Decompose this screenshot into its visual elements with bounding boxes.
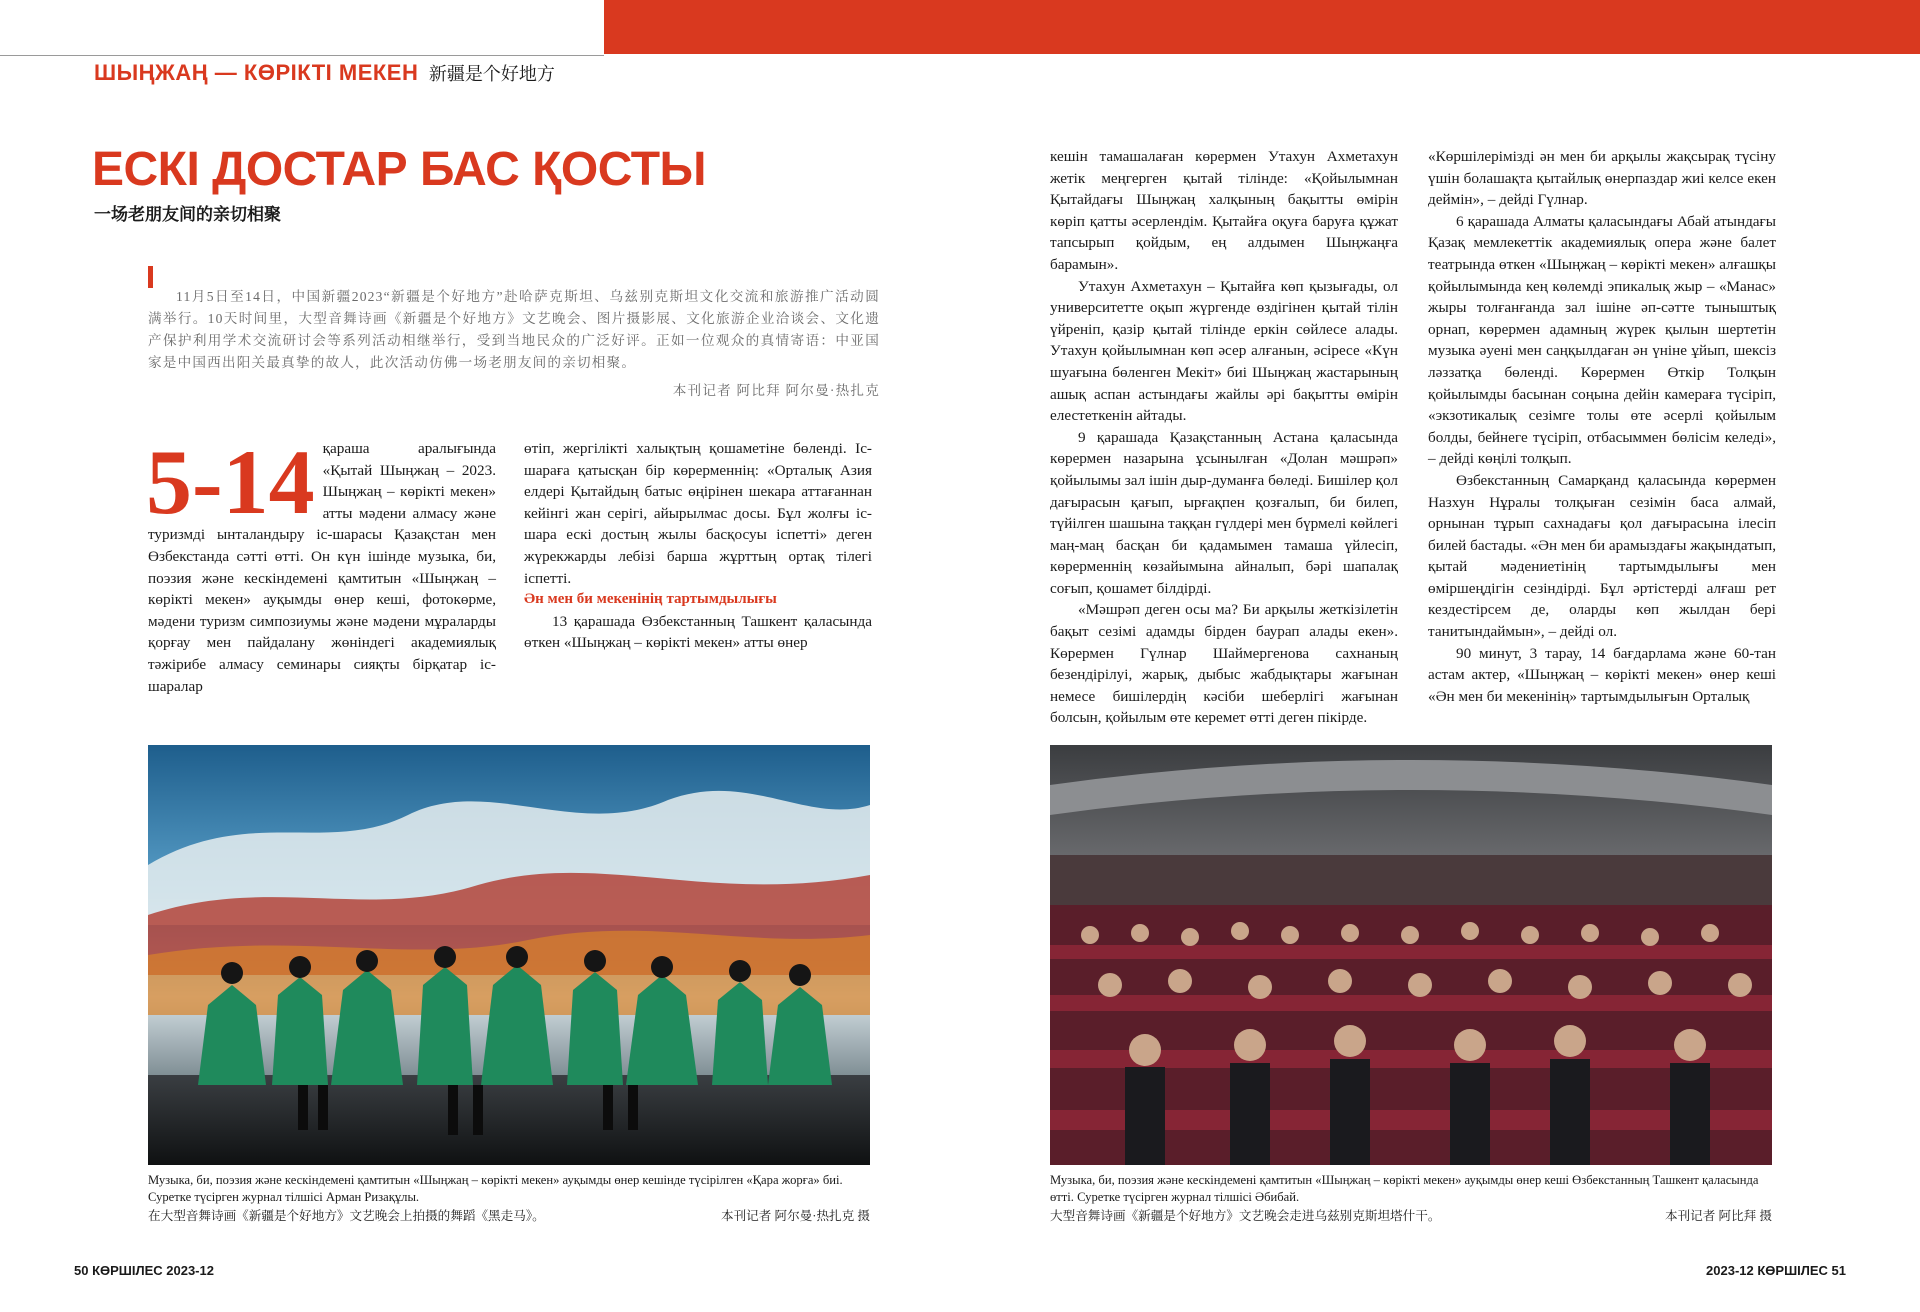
col4-paragraph-4: 90 минут, 3 тарау, 14 бағдарлама және 60-тан астам актер, «Шыңжаң – көрікті мекен» өнер кеші «Ән мен би мекенінің» тартымдылығын Орталық <box>1428 644 1776 705</box>
lead-byline: 本刊记者 阿比拜 阿尔曼·热扎克 <box>672 383 880 398</box>
col2-paragraph-2: 13 қарашада Өзбекстанның Ташкент қаласында өткен «Шыңжаң – көрікті мекен» атты өнер <box>524 612 872 652</box>
lead-paragraph <box>148 286 880 402</box>
section-rubric <box>94 60 555 86</box>
left-page-folio: 50 КӨРШІЛЕС 2023-12 <box>74 1263 214 1278</box>
col2-paragraph-1: өтіп, жергілікті халықтың қошаметіне бөленді. Іс-шараға қатысқан бір көрерменнің: «Орталық Азия елдері Қытайдың батыс өңірінен шекара аттағаннан кейінгі жан серігі, айырылмас досы. Бұл жолғы іс-шара ескі достың жылы басқосуы іспетті» деген жүрекжарды лебізі барша жұрттың ортақ тілегі іспетті. <box>524 440 872 587</box>
header-rule <box>0 55 604 56</box>
col3-paragraph-4: «Мәшрәп деген осы ма? Би арқылы жеткізілетін бақыт сезімі адамды бірден баурап алады екен». Көрермен Гүлнар Шаймергенова сахнаның безендірілуі, жарық, дыбыс жабдықтары жағынан немесе бишілердің кәсіби шеберлігі жағынан болсын, қойылым өте керемет өтті деген пікірде. <box>1050 601 1398 727</box>
right-photo-credit: 本刊记者 阿比拜 摄 <box>1664 1209 1772 1223</box>
left-photo-caption <box>148 1172 870 1225</box>
left-photo-credit: 本刊记者 阿尔曼·热扎克 摄 <box>720 1209 870 1223</box>
left-caption-chinese: 在大型音舞诗画《新疆是个好地方》文艺晚会上拍摄的舞蹈《黑走马》。 <box>148 1209 545 1223</box>
right-caption-kazakh: Музыка, би, поэзия және кескіндемені қамтитын «Шыңжаң – көрікті мекен» ауқымды өнер кеші Өзбекстанның Ташкент қаласында өтті. Суретке түсірген журнал тілшісі Әбибай. <box>1050 1173 1759 1204</box>
rubric-kazakh: ШЫҢЖАҢ — КӨРІКТІ МЕКЕН <box>94 60 419 85</box>
right-caption-cn-row <box>1050 1208 1772 1225</box>
col1-text: қараша аралығында «Қытай Шыңжаң – 2023. Шыңжаң – көрікті мекен» атты мәдени алмасу және туризмді ынталандыру іс-шарасы Қазақстан мен Өзбекстанда сәтті өтті. Он күн ішінде музыка, би, поэзия және кескіндемені қамтитын «Шыңжаң – көрікті мекен» ауқымды өнер кеші, фотокөрме, мәдени туризм симпозиумы және мәдени мұраларды қорғау мен пайдалану жөніндегі академиялық тәжірибе алмасу семинары сияқты бірқатар іс-шаралар <box>148 440 496 695</box>
text-column-4 <box>1428 146 1776 707</box>
right-caption-chinese: 大型音舞诗画《新疆是个好地方》文艺晚会走进乌兹别克斯坦塔什干。 <box>1050 1209 1441 1223</box>
right-photo-caption <box>1050 1172 1772 1225</box>
col4-paragraph-1: «Көршілерімізді ән мен би арқылы жақсырақ түсіну үшін болашақта қытайлық өнерпаздар жиі келсе екен деймін», – дейді Гүлнар. <box>1428 148 1776 209</box>
col3-paragraph-1: кешін тамашалаған көрермен Утахун Ахметахун жетік меңгерген қытай тілінде: «Қойылымнан Қытайдағы Шыңжаң халқының бақытты өмірін көріп қатты әсерлендім. Қытайға оқуға баруға құжат тапсырып қойдым, ең алдымен Шыңжаңға барамын». <box>1050 148 1398 273</box>
section-subheading: Ән мен би мекенінің тартымдылығы <box>524 591 777 608</box>
col4-paragraph-2: 6 қарашада Алматы қаласындағы Абай атындағы Қазақ мемлекеттік академиялық опера және балет театрында өткен «Шыңжаң – көрікті мекен» алғашқы қойылымында кең көлемді эпикалық жыр – «Манас» жыры толғанғанда зал ішіне әп-сәтте тыныштық орнап, көрермен адамның жүрек қылын шертетін музыка әуені мен саңқылдаған ән үніне ұйып, шексіз ләззатқа бөленді. Көрермен Өткір Толқын қойылымды басынан соңына дейін камераға түсіріп, «экзотикалық сезімге толы өте әсерлі қойылым болды, бейнеге түсіріп, отбасыммен бөлісім келеді», – дейді көңілі толқып. <box>1428 212 1776 468</box>
rubric-chinese: 新疆是个好地方 <box>428 64 555 84</box>
left-caption-kazakh: Музыка, би, поэзия және кескіндемені қамтитын «Шыңжаң – көрікті мекен» ауқымды өнер кешінде түсірілген «Қара жорға» биі. Суретке түсірген журнал тілшісі Арман Ризақұлы. <box>148 1173 843 1204</box>
col4-paragraph-3: Өзбекстанның Самарқанд қаласында көрермен Назхун Нұралы толқыған сезімін баса алмай, орнынан тұрып сахнадағы қол дағырасына ілесіп билей бастады. «Ән мен би арамыздағы жақындатып, қытай мәдениетінің тартымдылығы мен өміршеңдігін сезіндірді. Бұл әртістерді алғаш рет кездестірсем де, оларды көп жылдан бері танитындаймын», – дейді ол. <box>1428 471 1776 641</box>
lead-text: 11月5日至14日，中国新疆2023“新疆是个好地方”赴哈萨克斯坦、乌兹别克斯坦文化交流和旅游推广活动圆满举行。10天时间里，大型音舞诗画《新疆是个好地方》文艺晚会、图片摄影展、文化旅游企业洽谈会、文化遗产保护利用学术交流研讨会等系列活动相继举行，受到当地民众的广泛好评。正如一位观众的真情寄语：中亚国家是中国西出阳关最真挚的故人，此次活动仿佛一场老朋友间的亲切相聚。 <box>148 289 880 370</box>
text-column-3 <box>1050 146 1398 729</box>
article-subtitle: 一场老朋友间的亲切相聚 <box>94 205 281 224</box>
header-accent-bar <box>604 0 1920 54</box>
dance-performance-photo <box>148 745 870 1165</box>
opening-paragraph <box>146 431 496 697</box>
col3-paragraph-3: 9 қарашада Қазақстанның Астана қаласында көрермен назарына ұсынылған «Долан мәшрәп» қойылымы зал ішін дыр-думанға бөледі. Бишілер қол дағырасын қағып, ырғақпен қозғалып, би билеп, түйілген шашына таққан гүлдері мен бүрмелі көйлегі маң-маң басқан би қадамымен тамаша үйлесіп, көрерменнің көзайымына айналып, бәрі шапалақ соғып, қошамет білдірді. <box>1050 428 1398 597</box>
right-page-folio: 2023-12 КӨРШІЛЕС 51 <box>1706 1263 1846 1278</box>
left-caption-cn-row <box>148 1208 870 1225</box>
lead-marker <box>148 266 153 288</box>
col3-paragraph-2: Утахун Ахметахун – Қытайға көп қызығады, ол университетте оқып жүргенде өздігінен қытай тілін үйреніп, қазір қытай тілінде еркін сөйлесе алады. Утахун қойылымнан көп әсер алғанын, әсіресе «Күн шуағына бөленген Мекіт» биі Шыңжаң жастарының ашық аспан астындағы жайлы әрі бақытты өмірін елестеткенін айтады. <box>1050 277 1398 425</box>
text-column-2 <box>524 438 872 654</box>
drop-cap-date: 5-14 <box>146 431 315 533</box>
audience-photo <box>1050 745 1772 1165</box>
article-title: ЕСКІ ДОСТАР БАС ҚОСТЫ <box>92 143 707 196</box>
text-column-1 <box>146 431 496 697</box>
